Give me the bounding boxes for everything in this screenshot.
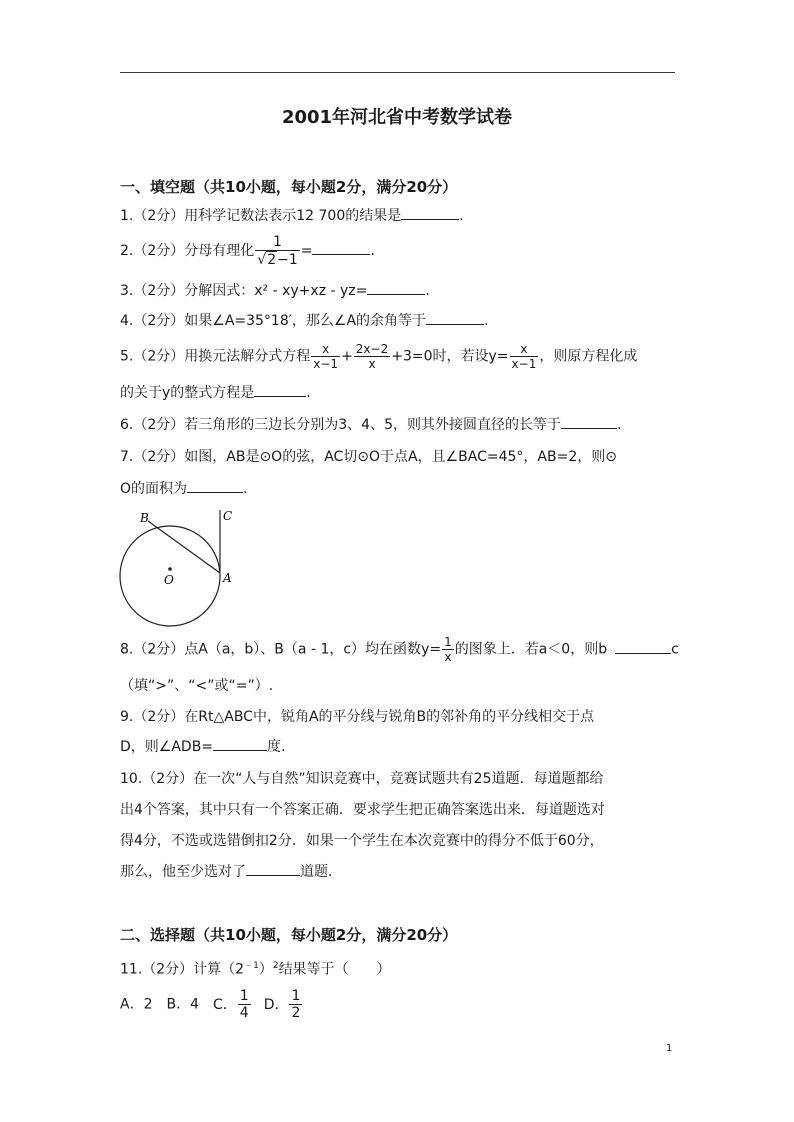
option-d-fraction	[289, 988, 302, 1021]
question-4-end: .	[484, 313, 489, 329]
answer-blank	[426, 310, 484, 325]
question-5-text: 5.（2分）用换元法解分式方程	[120, 348, 311, 365]
question-10-text-3: 得4分，不选或选错倒扣2分．如果一个学生在本次竞赛中的得分不低于60分，	[120, 833, 604, 849]
question-10-line-2	[120, 799, 680, 821]
fraction-1-over-x	[442, 635, 454, 664]
question-11-continuation: 结果等于（ ）	[278, 961, 391, 978]
exponent-two: 2	[272, 961, 279, 971]
chord-ab	[148, 521, 220, 573]
question-7-line-2	[120, 478, 680, 500]
section-choice-heading: 二、选择题（共10小题，每小题2分，满分20分）	[120, 926, 458, 944]
question-2	[120, 234, 680, 268]
question-8-line-1	[120, 635, 680, 664]
question-4-text: 4.（2分）如果∠A=35°18′，那么∠A的余角等于	[120, 313, 427, 329]
answer-blank	[187, 478, 243, 493]
fraction-denominator: x	[444, 650, 452, 664]
center-point	[168, 567, 172, 571]
fraction-2x-minus-2-over-x	[354, 342, 390, 371]
question-10-line-1	[120, 768, 680, 790]
label-a: A	[223, 571, 232, 585]
question-7-text-2: O的面积为	[120, 481, 188, 497]
header-rule	[120, 72, 675, 73]
question-5-line-1	[120, 342, 680, 371]
question-8-text-2: （填“>”、“<”或“=”）.	[120, 678, 274, 694]
question-1-end: .	[459, 208, 464, 224]
question-6	[120, 414, 680, 436]
question-7-text: 7.（2分）如图，AB是⊙O的弦，AC切⊙O于点A，且∠BAC=45°，AB=2，则⊙	[120, 449, 617, 465]
circle-tangent-figure	[112, 500, 242, 630]
question-8-text: 8.（2分）点A（a，b）、B（a - 1，c）均在函数	[120, 641, 422, 658]
exponent-neg-one: ﹣1	[244, 961, 259, 971]
question-7-line-1	[120, 446, 680, 468]
question-8-c: c	[671, 641, 679, 658]
question-11-text: 11.（2分）计算（2	[120, 961, 245, 978]
question-9-text-2: D，则∠ADB=	[120, 739, 214, 755]
answer-blank	[561, 414, 617, 429]
equals-sign: =	[300, 243, 313, 259]
question-5-text-2: 的关于y的整式方程是	[120, 385, 255, 401]
question-5-end: .	[306, 385, 311, 401]
option-c-label: C．	[213, 996, 237, 1013]
denominator-minus: −1	[277, 252, 298, 268]
plus-sign: +	[341, 348, 353, 365]
fraction-numerator: 1	[291, 988, 301, 1004]
question-1-text: 1.（2分）用科学记数法表示12 700的结果是	[120, 208, 402, 224]
question-6-end: .	[617, 417, 622, 433]
equation-rhs: +3=0时，若设	[391, 348, 489, 365]
closing-paren: ）	[258, 961, 273, 978]
fraction-numerator: 2x−2	[355, 342, 389, 356]
question-9-text: 9.（2分）在Rt△ABC中，锐角A的平分线与锐角B的邻补角的平分线相交于点	[120, 709, 595, 725]
question-10-text-2: 出4个答案，其中只有一个答案正确．要求学生把正确答案选出来．每道题选对	[120, 802, 605, 818]
fraction-x-over-x-minus-1	[311, 342, 340, 371]
question-9-line-1	[120, 706, 680, 728]
question-2-end: .	[370, 243, 375, 259]
fraction-denominator: 2	[291, 1005, 301, 1021]
radicand: 2	[267, 252, 277, 268]
question-3-end: .	[425, 283, 430, 299]
question-9-line-2	[120, 736, 680, 758]
option-b[interactable]: B．4	[166, 996, 199, 1013]
question-10-end: 道题.	[300, 864, 333, 880]
label-c: C	[223, 509, 233, 523]
question-7-end: .	[243, 481, 248, 497]
substitution-y: y=	[488, 348, 509, 365]
fraction-denominator: x	[368, 357, 376, 371]
question-4	[120, 310, 680, 332]
question-9-end: 度.	[267, 739, 286, 755]
answer-blank	[367, 280, 425, 295]
question-10-line-3	[120, 830, 680, 852]
fraction-substitution	[510, 342, 539, 371]
fraction-numerator: 1	[239, 988, 249, 1004]
sqrt-icon: √	[257, 252, 267, 268]
answer-blank	[246, 861, 300, 876]
question-11	[120, 955, 680, 981]
question-10-line-4	[120, 861, 680, 883]
answer-blank	[254, 382, 306, 397]
question-6-text: 6.（2分）若三角形的三边长分别为3、4、5，则其外接圆直径的长等于	[120, 417, 561, 433]
question-3	[120, 280, 680, 302]
option-c-fraction	[238, 988, 251, 1021]
page-title: 2001年河北省中考数学试卷	[281, 107, 513, 128]
fraction-denominator	[255, 251, 299, 268]
answer-blank	[615, 639, 671, 654]
question-2-fraction	[255, 234, 299, 268]
function-y: y=	[421, 641, 442, 658]
answer-blank	[401, 205, 459, 220]
label-b: B	[140, 511, 149, 525]
fraction-denominator: 4	[239, 1005, 249, 1021]
question-8-line-2	[120, 675, 680, 697]
answer-blank	[312, 240, 370, 255]
question-8-continuation: 的图象上．若a＜0，则b	[454, 641, 608, 658]
option-a[interactable]: A．2	[120, 996, 153, 1013]
question-2-text: 2.（2分）分母有理化	[120, 243, 255, 259]
fraction-denominator: x−1	[313, 357, 339, 371]
fraction-numerator: 1	[444, 635, 452, 649]
question-5-continuation: ，则原方程化成	[539, 348, 638, 365]
question-1	[120, 205, 680, 227]
answer-blank	[213, 736, 267, 751]
fraction-numerator: 1	[255, 234, 299, 251]
question-3-text: 3.（2分）分解因式：x² - xy+xz - yz=	[120, 283, 368, 299]
option-d-label: D．	[263, 996, 289, 1013]
section-fill-in-heading: 一、填空题（共10小题，每小题2分，满分20分）	[120, 178, 458, 196]
option-d[interactable]	[263, 988, 304, 1021]
question-10-text: 10.（2分）在一次“人与自然”知识竞赛中，竞赛试题共有25道题．每道题都给	[120, 771, 604, 787]
fraction-numerator: x	[311, 342, 340, 357]
fraction-denominator: x−1	[511, 357, 537, 371]
question-11-options	[120, 988, 680, 1021]
fraction-numerator: x	[510, 342, 539, 357]
page-number: 1	[666, 1043, 673, 1054]
question-5-line-2	[120, 382, 680, 404]
question-10-text-4: 那么，他至少选对了	[120, 864, 246, 880]
label-o: O	[164, 573, 174, 587]
option-c[interactable]	[213, 988, 252, 1021]
